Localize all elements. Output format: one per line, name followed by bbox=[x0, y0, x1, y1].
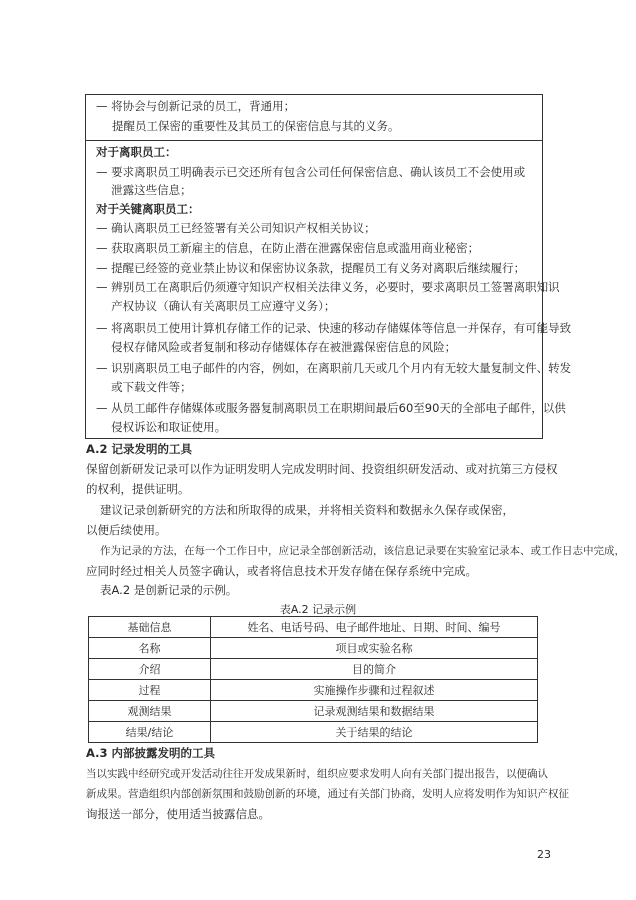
table-key-cell: 结果/结论 bbox=[89, 722, 211, 743]
body-paragraph-line: 新成果。营造组织内部创新氛围和鼓励创新的环境，通过有关部门协商，发明人应将发明作为知识产权征 bbox=[86, 788, 569, 800]
section-heading-a2: A.2 记录发明的工具 bbox=[86, 442, 192, 456]
body-paragraph-line: 建议记录创新研究的方法和所取得的成果，并将相关资料和数据永久保存或保密， bbox=[100, 503, 514, 517]
key-item: — 将离职员工使用计算机存储工作的记录、快速的移动存储媒体等信息一并保存，有可能导致 bbox=[96, 321, 572, 335]
table-key-cell: 过程 bbox=[89, 680, 211, 701]
key-item: — 辨别员工在离职后仍须遵守知识产权相关法律义务，必要时，要求离职员工签署离职知识 bbox=[96, 280, 560, 294]
page-number: 23 bbox=[537, 848, 551, 861]
table-value-cell: 目的简介 bbox=[211, 659, 538, 680]
recommendation-box bbox=[85, 94, 572, 439]
key-item: — 提醒已经签的竞业禁止协议和保密协议条款，提醒员工有义务对离职后继续履行； bbox=[96, 261, 526, 275]
key-item: 或下载文件等； bbox=[96, 380, 192, 394]
body-paragraph-line: 以便后续使用。 bbox=[86, 523, 167, 537]
key-item: — 从员工邮件存储媒体或服务器复制离职员工在职期间最后60至90天的全部电子邮件，以供 bbox=[96, 401, 566, 415]
departing-item: — 要求离职员工明确表示已交还所有包含公司任何保密信息、确认该员工不会使用或 bbox=[96, 165, 526, 179]
key-heading: 对于关键离职员工： bbox=[96, 202, 200, 216]
record-example-table bbox=[88, 616, 538, 743]
table-value-cell: 关于结果的结论 bbox=[211, 722, 538, 743]
key-item: — 确认离职员工已经签署有关公司知识产权相关协议； bbox=[96, 221, 376, 235]
section-heading-a3: A.3 内部披露发明的工具 bbox=[86, 746, 215, 760]
body-paragraph-line: 询报送一部分，使用适当披露信息。 bbox=[86, 807, 270, 821]
table-row bbox=[89, 638, 538, 659]
body-paragraph-line: 当以实践中经研究或开发活动往往开发成果新时，组织应要求发明人向有关部门提出报告，以便确认 bbox=[86, 768, 548, 780]
key-item: 侵权诉讼和取证使用。 bbox=[96, 420, 227, 434]
body-paragraph-line: 保留创新研发记录可以作为证明发明人完成发明时间、投资组织研发活动、或对抗第三方侵权 bbox=[86, 462, 558, 476]
key-item: — 获取离职员工新雇主的信息，在防止潜在泄露保密信息或滥用商业秘密； bbox=[96, 241, 480, 255]
table-value-cell: 实施操作步骤和过程叙述 bbox=[211, 680, 538, 701]
table-key-cell: 观测结果 bbox=[89, 701, 211, 722]
table-value-cell: 记录观测结果和数据结果 bbox=[211, 701, 538, 722]
key-item: — 识别离职员工电子邮件的内容，例如，在离职前几天或几个月内有无较大量复制文件、转发 bbox=[96, 361, 572, 375]
departing-heading: 对于离职员工： bbox=[96, 145, 177, 159]
table-row bbox=[89, 701, 538, 722]
box-top-line: 提醒员工保密的重要性及其员工的保密信息与其的义务。 bbox=[112, 119, 400, 133]
table-key-cell: 基础信息 bbox=[89, 617, 211, 638]
table-key-cell: 介绍 bbox=[89, 659, 211, 680]
table-row bbox=[89, 659, 538, 680]
table-value-cell: 项目或实验名称 bbox=[211, 638, 538, 659]
table-intro: 表A.2 是创新记录的示例。 bbox=[100, 583, 238, 597]
table-key-cell: 名称 bbox=[89, 638, 211, 659]
table-row bbox=[89, 722, 538, 743]
table-row bbox=[89, 617, 538, 638]
table-row bbox=[89, 680, 538, 701]
key-item: 侵权存储风险或者复制和移动存储媒体存在被泄露保密信息的风险； bbox=[96, 340, 457, 354]
box-top-line: — 将协会与创新记录的员工，背通用； bbox=[96, 99, 296, 113]
table-value-cell: 姓名、电话号码、电子邮件地址、日期、时间、编号 bbox=[211, 617, 538, 638]
box-top-section bbox=[86, 95, 542, 141]
table-caption: 表A.2 记录示例 bbox=[279, 603, 357, 616]
body-paragraph-line: 应同时经过相关人员签字确认，或者将信息技术开发存储在保存系统中完成。 bbox=[86, 564, 477, 578]
key-item: 产权协议（确认有关离职员工应遵守义务）； bbox=[96, 299, 336, 313]
departing-item: 泄露这些信息； bbox=[96, 183, 192, 197]
body-paragraph-line: 作为记录的方法，在每一个工作日中，应记录全部创新活动，该信息记录要在实验室记录本、或工作日志中完成， bbox=[100, 545, 625, 557]
body-paragraph-line: 的权利，提供证明。 bbox=[86, 482, 190, 496]
